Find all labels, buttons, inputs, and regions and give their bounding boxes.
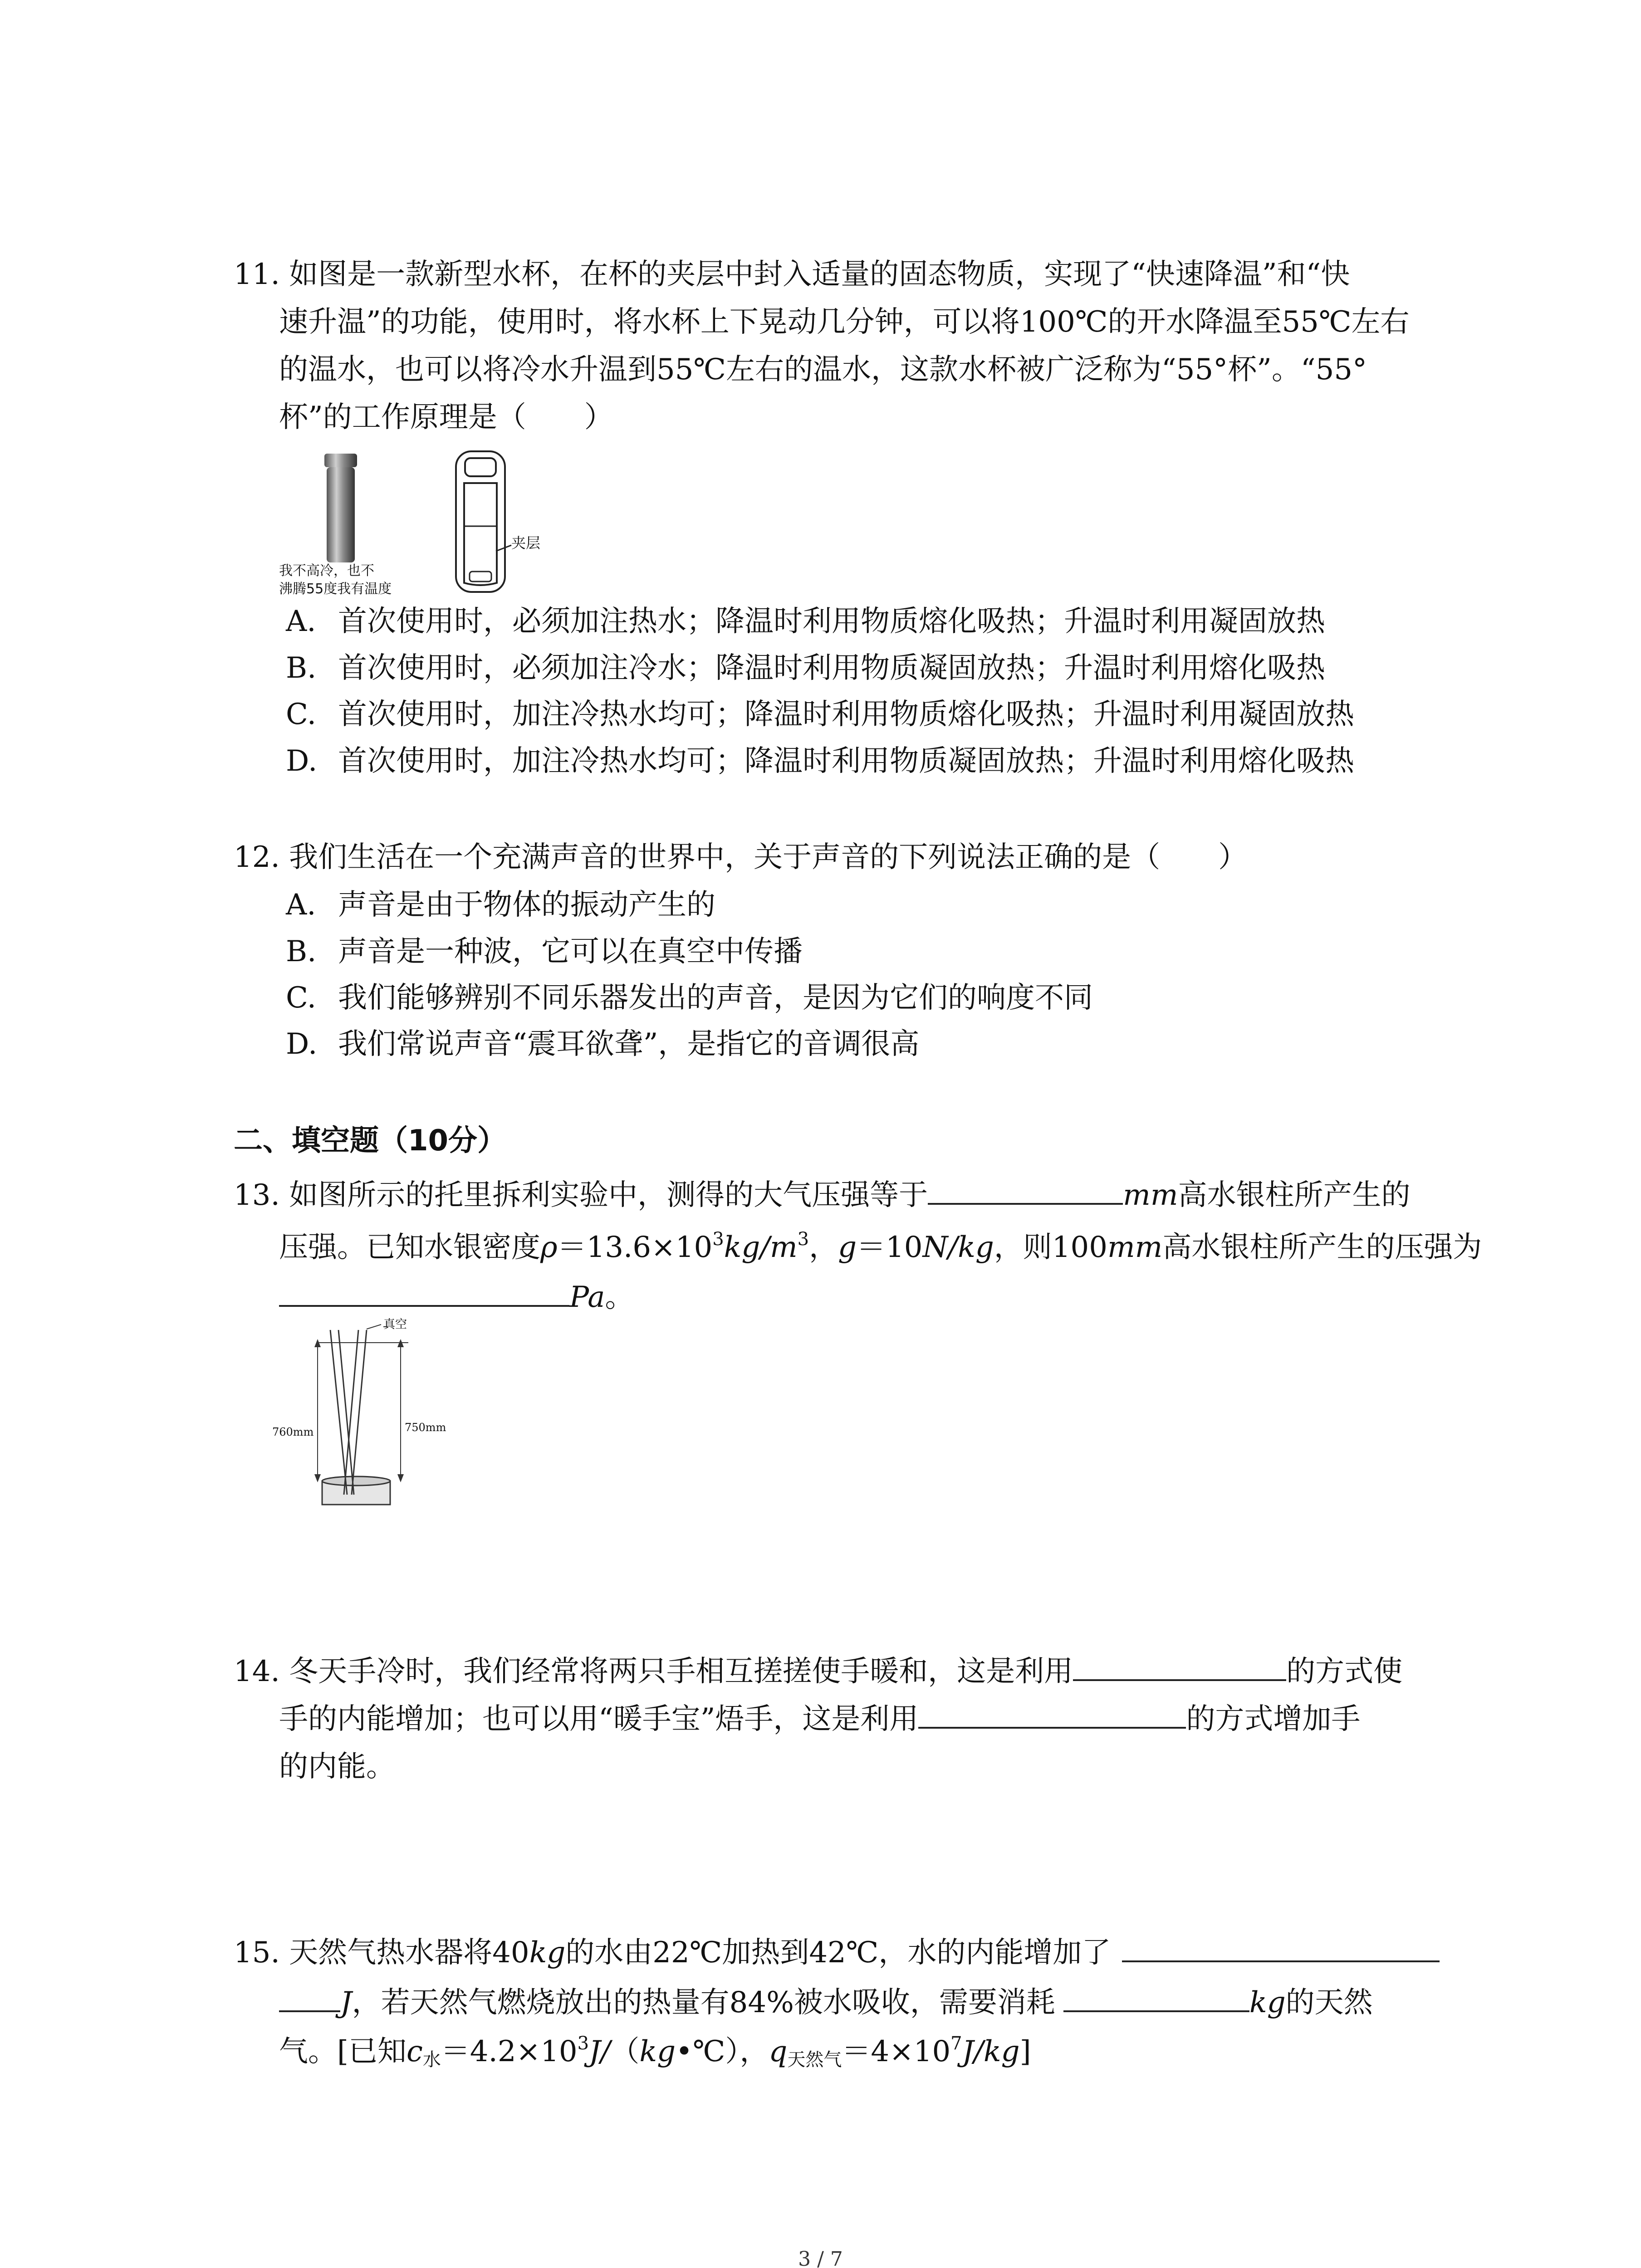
q14-line1: 14. 冬天手冷时，我们经常将两只手相互搓搓使手暖和，这是利用 的方式使 bbox=[234, 1651, 1402, 1692]
q15-line2: J，若天然气燃烧放出的热量有84%被水吸收，需要消耗 kg的天然 bbox=[279, 1982, 1373, 2023]
q11-option-c: C. 首次使用时，加注冷热水均可；降温时利用物质熔化吸热；升温时利用凝固放热 bbox=[286, 698, 1354, 731]
interlayer-label: 夹层 bbox=[511, 534, 541, 552]
cup-outline-lid bbox=[465, 458, 496, 476]
q12-option-a: A. 声音是由于物体的振动产生的 bbox=[286, 888, 715, 922]
q15-line3: 气。[已知$c_水=4.2\times 10^3J/(kg•℃)$，$q_{天然气}=4\times 10^7J/kg$] bbox=[279, 2033, 1031, 2070]
q11-stem-line2: 速升温”的功能，使用时，将水杯上下晃动几分钟，可以将100℃的开水降温至55℃左右 bbox=[279, 305, 1410, 339]
q14-line2: 手的内能增加；也可以用“暖手宝”焐手，这是利用 的方式增加手 bbox=[279, 1699, 1360, 1740]
section-title-fill-in: 二、填空题（10分） bbox=[234, 1124, 507, 1158]
q15-line1: 15. 天然气热水器将40kg的水由22℃加热到42℃，水的内能增加了 bbox=[234, 1932, 1440, 1973]
q12-stem: 12. 我们生活在一个充满声音的世界中，关于声音的下列说法正确的是（ ） bbox=[234, 841, 1248, 874]
cup-inner-layer bbox=[464, 483, 497, 585]
q13-blank-2[interactable] bbox=[279, 1277, 569, 1307]
q12-option-c: C. 我们能够辨别不同乐器发出的声音，是因为它们的响度不同 bbox=[286, 981, 1093, 1015]
q15-blank-1[interactable] bbox=[1122, 1932, 1440, 1962]
vacuum-label: 真空 bbox=[383, 1318, 407, 1331]
height-750-label: 750mm bbox=[405, 1421, 446, 1434]
q11-stem-line1: 11. 如图是一款新型水杯，在杯的夹层中封入适量的固态物质，实现了“快速降温”和“快 bbox=[234, 258, 1350, 291]
q15-blank-2[interactable] bbox=[1063, 1982, 1249, 2012]
q13-line2: 压强。已知水银密度$\rho=13.6\times 10^3kg/m^3$，g＝10N/kg，则100mm高水银柱所产生的压强为 bbox=[279, 1229, 1482, 1264]
cup-lid bbox=[324, 454, 357, 467]
q11-option-b: B. 首次使用时，必须加注冷水；降温时利用物质凝固放热；升温时利用熔化吸热 bbox=[286, 651, 1325, 685]
q11-figure-caption-2: 沸腾55度我有温度 bbox=[279, 581, 392, 597]
q14-blank-1[interactable] bbox=[1073, 1651, 1286, 1681]
q11-figure-caption-1: 我不高冷，也不 bbox=[279, 563, 374, 579]
q12-option-b: B. 声音是一种波，它可以在真空中传播 bbox=[286, 935, 803, 968]
q15-blank-1-cont[interactable] bbox=[279, 1982, 340, 2012]
q11-option-a: A. 首次使用时，必须加注热水；降温时利用物质熔化吸热；升温时利用凝固放热 bbox=[286, 605, 1325, 638]
cup-body bbox=[327, 467, 355, 562]
q11-stem-line3: 的温水，也可以将冷水升温到55℃左右的温水，这款水杯被广泛称为“55°杯”。“55° bbox=[279, 353, 1367, 386]
q13-line3: Pa。 bbox=[279, 1277, 634, 1318]
q11-stem-line4: 杯”的工作原理是（ ） bbox=[279, 401, 613, 434]
q13-line1: 13. 如图所示的托里拆利实验中，测得的大气压强等于 mm高水银柱所产生的 bbox=[234, 1175, 1411, 1216]
q13-blank-1[interactable] bbox=[928, 1175, 1123, 1205]
q11-option-d: D. 首次使用时，加注冷热水均可；降温时利用物质凝固放热；升温时利用熔化吸热 bbox=[286, 744, 1354, 778]
q14-blank-2[interactable] bbox=[918, 1699, 1186, 1729]
height-760-label: 760mm bbox=[272, 1426, 314, 1438]
q11-cup-figure bbox=[279, 449, 597, 599]
q14-line3: 的内能。 bbox=[279, 1750, 395, 1784]
q12-option-d: D. 我们常说声音“震耳欲聋”，是指它的音调很高 bbox=[286, 1027, 920, 1061]
q13-torricelli-figure bbox=[272, 1318, 446, 1520]
page-number: 3 / 7 bbox=[798, 2248, 843, 2268]
